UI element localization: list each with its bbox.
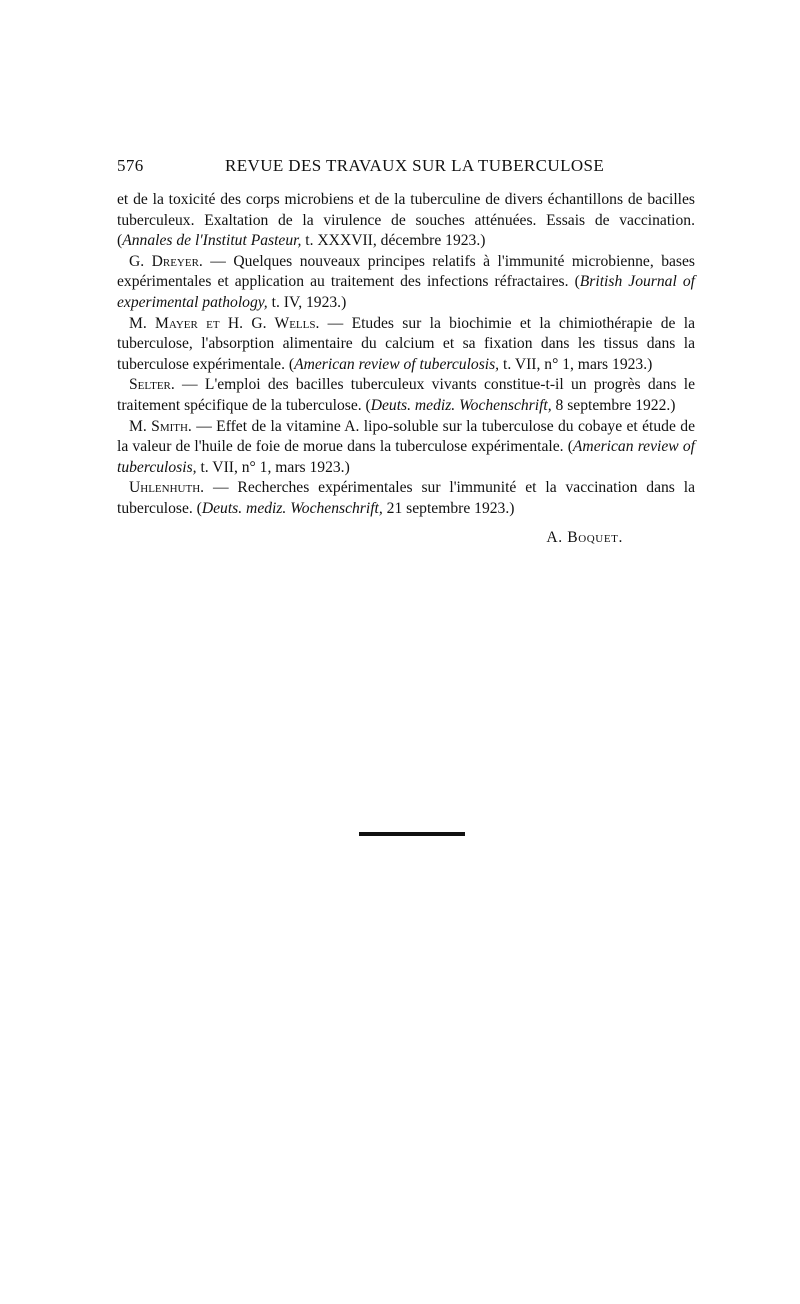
entry-source: Annales de l'Institut Pasteur, xyxy=(122,232,302,250)
bibliography-entry xyxy=(117,375,695,416)
signature xyxy=(117,528,695,549)
entry-text: — Recherches expérimentales sur l'immunité et la vaccination dans la tuberculose. ( xyxy=(117,479,695,517)
entry-author: M. Mayer et H. G. Wells. xyxy=(129,314,320,332)
continued-entry xyxy=(117,190,695,252)
running-head xyxy=(117,156,697,180)
entry-source: American review of tuberculosis, xyxy=(294,355,500,373)
entry-source: Deuts. mediz. Wochenschrift, xyxy=(370,396,552,414)
entry-source: Deuts. mediz. Wochenschrift, xyxy=(201,499,383,517)
bibliography-entry xyxy=(117,478,695,519)
entry-text: et de la toxicité des corps microbiens et de la tuberculine de divers échantillons de bacilles tuberculeux. Exaltation de la virulence de souches atténuées. Essais de vaccination. ( xyxy=(117,191,695,250)
entry-source: American review of tuberculosis, xyxy=(117,438,695,476)
running-title: REVUE DES TRAVAUX SUR LA TUBERCULOSE xyxy=(225,156,605,175)
entry-citation: t. VII, n° 1, mars 1923.) xyxy=(196,458,350,476)
entry-citation: t. XXXVII, décembre 1923.) xyxy=(301,232,486,250)
bibliography-entry xyxy=(117,314,695,376)
body-text xyxy=(117,190,695,548)
page-number: 576 xyxy=(117,156,144,175)
bibliography-entry xyxy=(117,417,695,479)
signature-name: A. Boquet. xyxy=(546,528,623,546)
entry-citation: t. VII, n° 1, mars 1923.) xyxy=(499,355,653,373)
entry-citation: 8 septembre 1922.) xyxy=(551,396,676,414)
entry-citation: 21 septembre 1923.) xyxy=(382,499,515,517)
entry-author: M. Smith. xyxy=(129,417,192,435)
entry-source: British Journal of experimental pathology, xyxy=(117,273,695,311)
entry-text: — Quelques nouveaux principes relatifs à l'immunité microbienne, bases expérimentales et application au traitement des infections réfractaires. ( xyxy=(117,252,695,291)
entry-text: — Effet de la vitamine A. lipo-soluble sur la tuberculose du cobaye et étude de la valeur de l'huile de foie de morue dans la tuberculose expérimentale. ( xyxy=(117,417,695,456)
entry-text: — L'emploi des bacilles tuberculeux vivants constitue-t-il un progrès dans le traitement spécifique de la tuberculose. ( xyxy=(117,376,695,414)
end-rule xyxy=(359,832,465,836)
bibliography-entry xyxy=(117,252,695,314)
entry-citation: t. IV, 1923.) xyxy=(267,293,347,311)
entry-text: — Etudes sur la biochimie et la chimiothérapie de la tuberculose, l'absorption alimentaire du calcium et sa fixation dans les tissus dans la tuberculose expérimentale. ( xyxy=(117,314,695,373)
entry-author: Selter. xyxy=(129,376,175,394)
entry-author: Uhlenhuth. xyxy=(129,479,205,497)
entry-author: G. Dreyer. xyxy=(129,252,203,270)
